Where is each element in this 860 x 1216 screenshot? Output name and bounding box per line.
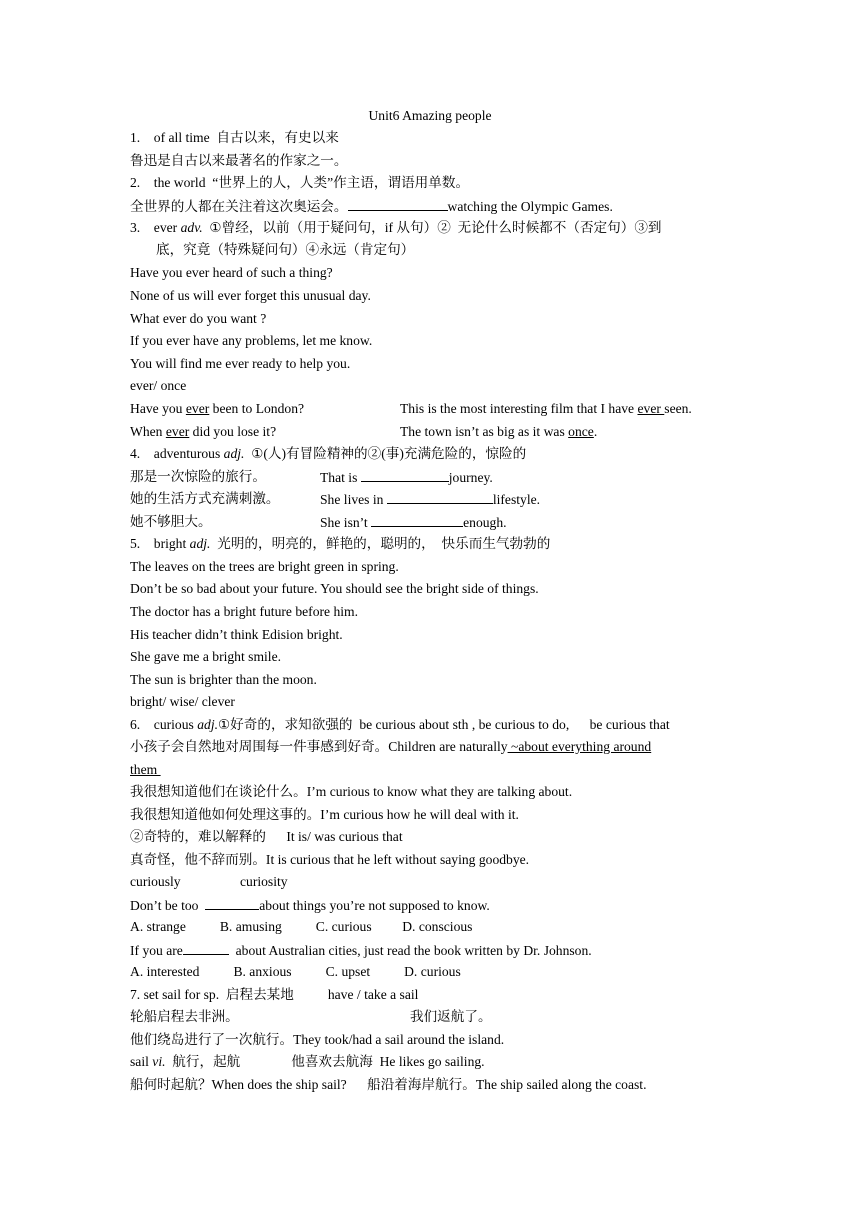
example-line: Don’t be so bad about your future. You should see the bright side of things. — [130, 581, 539, 596]
definition: ①曾经，以前（用于疑问句，if 从句）② 无论什么时候都不（否定句）③到 — [202, 220, 662, 235]
fill-blank[interactable] — [361, 468, 449, 482]
item-2-example — [130, 197, 613, 216]
example-line: 我们返航了。 — [410, 1009, 492, 1024]
exercise-question: Don’t be too about things you’re not supposed to know. — [130, 898, 490, 913]
comparison-example-left: When ever did you lose it? — [130, 424, 277, 439]
exercise-question: If you are about Australian cities, just read the book written by Dr. Johnson. — [130, 943, 592, 958]
example-line: 船何时起航？When does the ship sail? 船沿着海岸航行。The ship sailed along the coast. — [130, 1077, 647, 1092]
translation-english: That is journey. — [320, 470, 493, 485]
item-5-heading: 5. bright adj. 光明的，明亮的，鲜艳的，聪明的， 快乐而生气勃勃的 — [130, 536, 551, 551]
comparison-example-right: This is the most interesting film that I have ever seen. — [400, 401, 692, 416]
comparison-label: ever/ once — [130, 378, 187, 393]
item-1-example: 鲁迅是自古以来最著名的作家之一。 — [130, 153, 348, 168]
comparison-example-right: The town isn’t as big as it was once. — [400, 424, 598, 439]
translation-chinese: 她不够胆大。 — [130, 514, 212, 529]
example-line: Have you ever heard of such a thing? — [130, 265, 333, 280]
fill-blank[interactable] — [183, 941, 229, 955]
fill-blank[interactable] — [387, 490, 493, 504]
fill-blank[interactable] — [371, 513, 463, 527]
item-1-heading: 1. of all time 自古以来，有史以来 — [130, 130, 339, 145]
example-line: None of us will ever forget this unusual day. — [130, 288, 371, 303]
example-chinese: 全世界的人都在关注着这次奥运会。 — [130, 199, 348, 214]
definition-line: sail vi. 航行，起航 他喜欢去航海 He likes go sailing. — [130, 1054, 485, 1069]
translation-english: She lives in lifestyle. — [320, 492, 541, 507]
item-number: 3. ever — [130, 220, 181, 235]
translation-chinese: 她的生活方式充满刺激。 — [130, 491, 280, 506]
example-line-cont: them — [130, 762, 161, 777]
fill-blank[interactable] — [348, 197, 448, 211]
exercise-options: A. interested B. anxious C. upset D. curious — [130, 964, 461, 979]
definition-line: ②奇特的，难以解释的 It is/ was curious that — [130, 829, 403, 844]
page-title: Unit6 Amazing people — [368, 108, 492, 123]
word-form: curiosity — [240, 874, 288, 889]
comparison-label: bright/ wise/ clever — [130, 694, 235, 709]
example-line: 我很想知道他如何处理这事的。I’m curious how he will deal with it. — [130, 807, 519, 822]
item-6-heading: 6. curious adj.①好奇的，求知欲强的 be curious about sth , be curious to do, be curious that — [130, 717, 670, 732]
example-line: If you ever have any problems, let me know. — [130, 333, 373, 348]
example-english: watching the Olympic Games. — [447, 199, 613, 214]
example-line: The doctor has a bright future before him. — [130, 604, 358, 619]
item-2-heading: 2. the world “世界上的人，人类”作主语，谓语用单数。 — [130, 175, 470, 190]
example-line: 我很想知道他们在谈论什么。I’m curious to know what they are talking about. — [130, 784, 573, 799]
item-3-definition-cont: 底，究竟（特殊疑问句）④永远（肯定句） — [156, 242, 415, 257]
part-of-speech: adv. — [180, 220, 203, 235]
example-line: What ever do you want ? — [130, 311, 267, 326]
example-line: 真奇怪，他不辞而别。It is curious that he left without saying goodbye. — [130, 852, 530, 867]
example-line: 轮船启程去非洲。 — [130, 1009, 239, 1024]
translation-english: She isn’t enough. — [320, 515, 507, 530]
example-line: She gave me a bright smile. — [130, 649, 282, 664]
comparison-example-left: Have you ever been to London? — [130, 401, 305, 416]
example-line: His teacher didn’t think Edision bright. — [130, 627, 343, 642]
example-line: The leaves on the trees are bright green in spring. — [130, 559, 399, 574]
example-line: The sun is brighter than the moon. — [130, 672, 317, 687]
fill-blank[interactable] — [205, 896, 259, 910]
word-form: curiously — [130, 874, 181, 889]
item-3-heading — [130, 219, 662, 237]
example-line: 他们绕岛进行了一次航行。They took/had a sail around the island. — [130, 1032, 505, 1047]
item-4-heading: 4. adventurous adj. ①(人)有冒险精神的②(事)充满危险的，惊险的 — [130, 446, 527, 461]
translation-chinese: 那是一次惊险的旅行。 — [130, 469, 266, 484]
item-7-heading: 7. set sail for sp. 启程去某地 have / take a sail — [130, 987, 419, 1002]
exercise-options: A. strange B. amusing C. curious D. conscious — [130, 919, 473, 934]
example-line: 小孩子会自然地对周围每一件事感到好奇。Children are naturally ~about everything around — [130, 739, 652, 754]
example-line: You will find me ever ready to help you. — [130, 356, 351, 371]
